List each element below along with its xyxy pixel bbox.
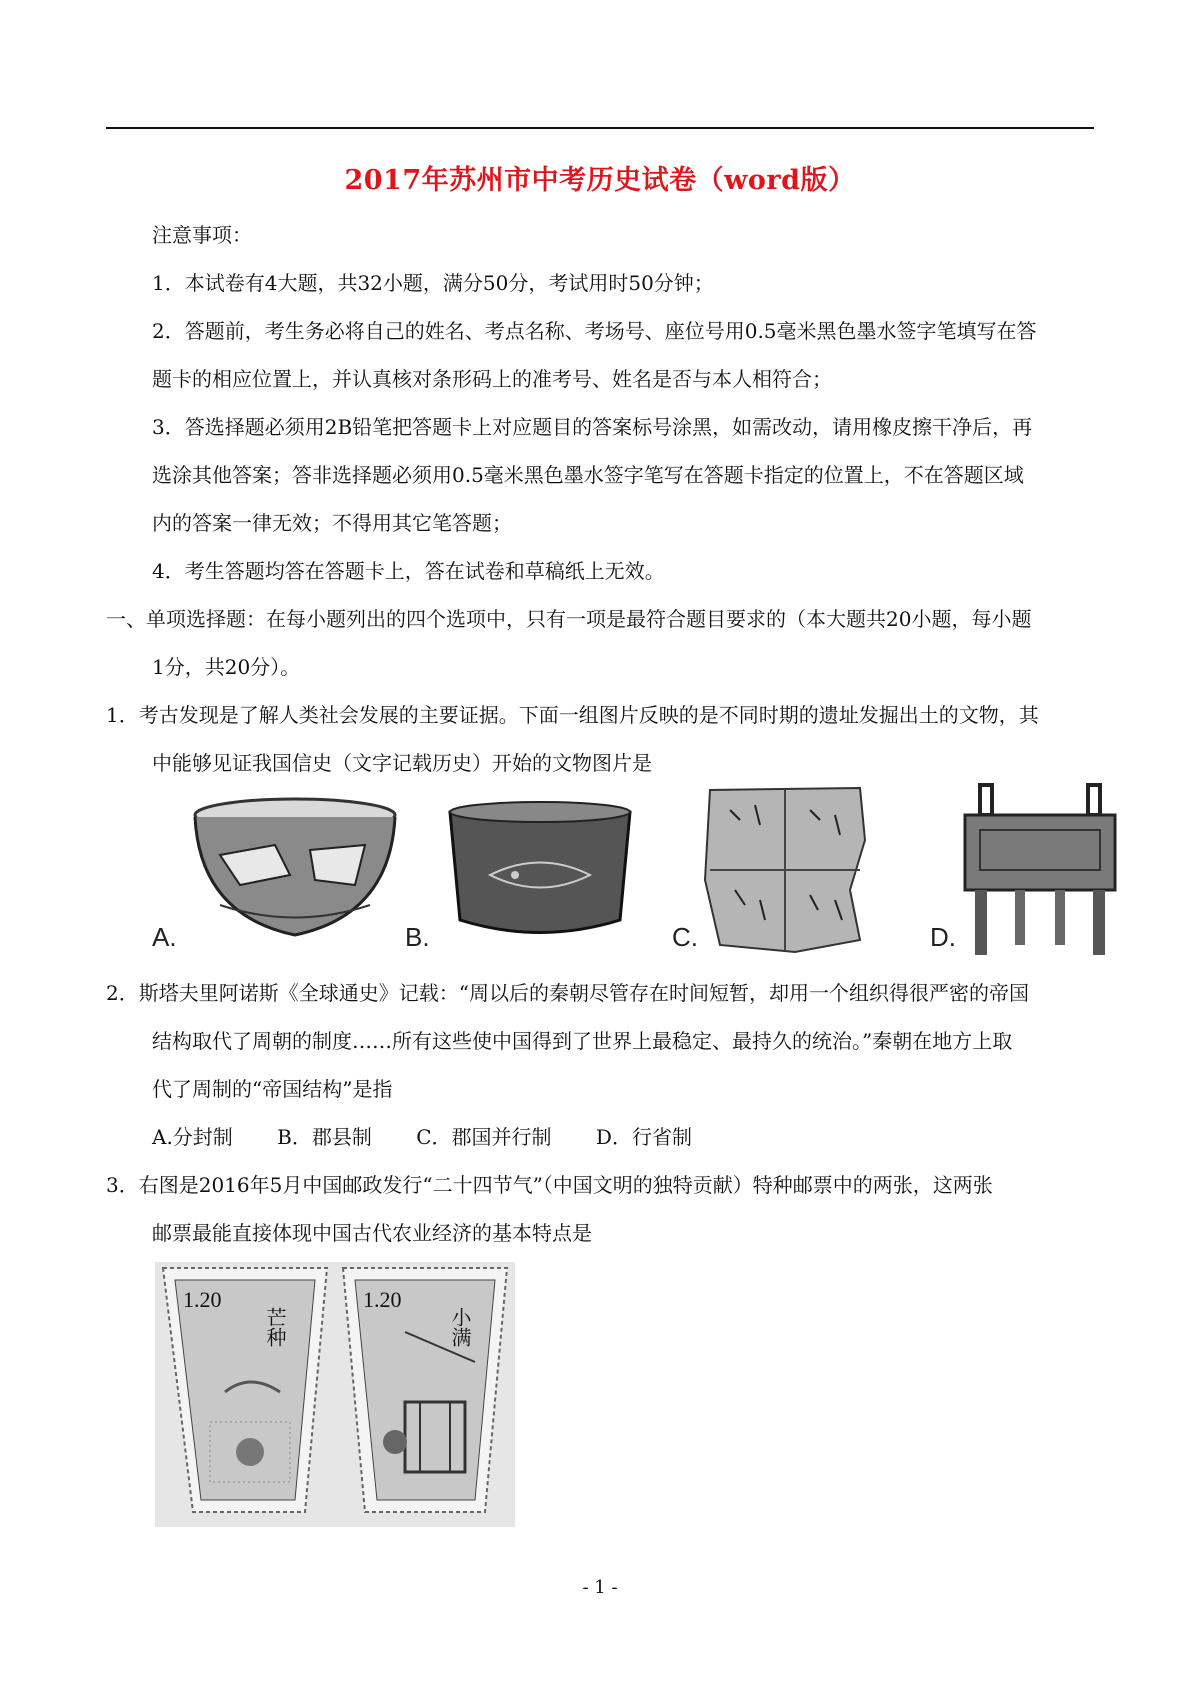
solar-term-stamps-image bbox=[155, 1262, 515, 1527]
left-stamp-name: 芒种 bbox=[263, 1307, 287, 1347]
question-2-text: 2．斯塔夫里阿诺斯《全球通史》记载：“周以后的秦朝尽管存在时间短暂，却用一个组织得很严密的帝国 bbox=[106, 981, 1029, 1005]
notice-line: 2．答题前，考生务必将自己的姓名、考点名称、考场号、座位号用0.5毫米黑色墨水签字笔填写在答 bbox=[152, 319, 1037, 343]
question-1-text-cont: 中能够见证我国信史（文字记载历史）开始的文物图片是 bbox=[152, 751, 652, 775]
choice-d: D．行省制 bbox=[595, 1125, 692, 1149]
right-stamp-value: 1.20 bbox=[363, 1287, 402, 1312]
document-title: 2017年苏州市中考历史试卷（word版） bbox=[344, 165, 856, 196]
choice-a: A.分封制 bbox=[152, 1125, 233, 1149]
painted-pottery-bowl-image bbox=[180, 795, 410, 945]
header-rule bbox=[106, 127, 1094, 129]
question-2-text-cont: 代了周制的“帝国结构”是指 bbox=[152, 1077, 393, 1101]
choice-b: B．郡县制 bbox=[277, 1125, 372, 1149]
notice-line: 1．本试卷有4大题，共32小题，满分50分，考试用时50分钟； bbox=[152, 271, 714, 295]
right-stamp-name: 小满 bbox=[448, 1307, 472, 1347]
question-2-choices bbox=[152, 1124, 730, 1150]
notice-line: 题卡的相应位置上，并认真核对条形码上的准考号、姓名是否与本人相符合； bbox=[152, 367, 832, 391]
bronze-ding-image bbox=[955, 780, 1125, 960]
section-heading-cont: 1分，共20分）。 bbox=[152, 655, 301, 679]
option-d-label: D. bbox=[930, 922, 956, 952]
carved-ivory-cup-image bbox=[440, 800, 640, 945]
question-3-text-cont: 邮票最能直接体现中国古代农业经济的基本特点是 bbox=[152, 1221, 592, 1245]
section-heading: 一、单项选择题：在每小题列出的四个选项中，只有一项是最符合题目要求的（本大题共20小题，每小题 bbox=[106, 607, 1032, 631]
question-1-text: 1．考古发现是了解人类社会发展的主要证据。下面一组图片反映的是不同时期的遗址发掘出土的文物，其 bbox=[106, 703, 1039, 727]
left-stamp-value: 1.20 bbox=[183, 1287, 222, 1312]
notice-line: 3．答选择题必须用2B铅笔把答题卡上对应题目的答案标号涂黑，如需改动，请用橡皮擦干净后，再 bbox=[152, 415, 1033, 439]
option-a-label: A. bbox=[152, 922, 177, 952]
notice-line: 选涂其他答案；答非选择题必须用0.5毫米黑色墨水签字笔写在答题卡指定的位置上，不在答题区域 bbox=[152, 463, 1024, 487]
question-2-text-cont: 结构取代了周朝的制度……所有这些使中国得到了世界上最稳定、最持久的统治。”秦朝在地方上取 bbox=[152, 1029, 1013, 1053]
question-3-text: 3．右图是2016年5月中国邮政发行“二十四节气”（中国文明的独特贡献）特种邮票中的两张，这两张 bbox=[106, 1173, 993, 1197]
page-number: - 1 - bbox=[582, 1577, 618, 1598]
oracle-bone-image bbox=[700, 780, 870, 955]
notice-line: 内的答案一律无效；不得用其它笔答题； bbox=[152, 511, 512, 535]
notice-heading: 注意事项： bbox=[152, 223, 252, 247]
notice-line: 4．考生答题均答在答题卡上，答在试卷和草稿纸上无效。 bbox=[152, 559, 665, 583]
choice-c: C．郡国并行制 bbox=[416, 1125, 552, 1149]
option-b-label: B. bbox=[405, 922, 430, 952]
option-c-label: C. bbox=[672, 922, 698, 952]
